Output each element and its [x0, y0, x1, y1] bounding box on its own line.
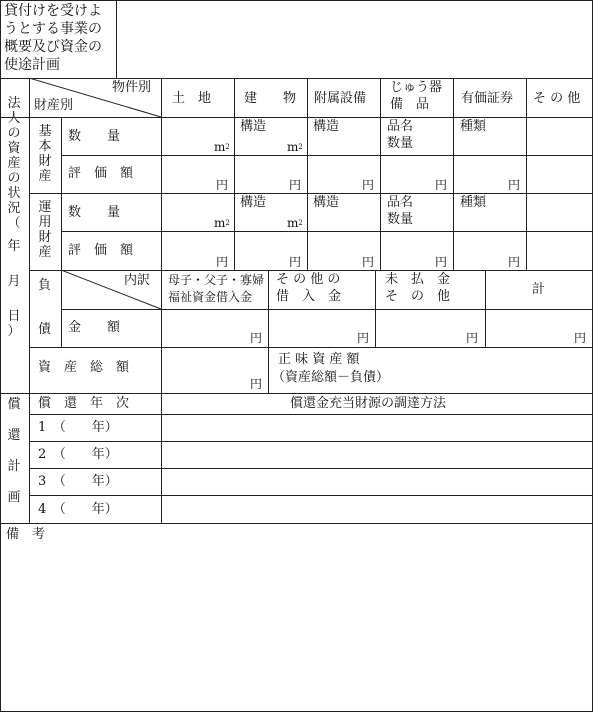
unpaid-line1: 未 払 金 [385, 272, 451, 287]
repayment-method-header: 償還金充当財源の調達方法 [290, 396, 447, 411]
yen-unit: 円 [250, 377, 263, 391]
unit-sqm: $m^2$ [287, 140, 303, 154]
unit-sqm: $m^2$ [214, 140, 230, 154]
yen-unit: 円 [289, 178, 302, 192]
col-equipment: 備 品 [390, 97, 430, 112]
repayment-row-3: 3 （ 年） [38, 474, 118, 489]
amount-label: 金 額 [68, 320, 121, 335]
col-fixtures: 附属設備 [314, 91, 367, 106]
total-assets-label: 資 産 総 額 [38, 360, 130, 375]
basic-assets-label: 基 本 財 産 [38, 124, 52, 184]
breakdown-label: 内訳 [124, 273, 151, 288]
liabilities-label-bottom: 債 [38, 322, 52, 337]
welfare-loan-line2: 福祉資金借入金 [168, 290, 253, 304]
operating-value-label: 評 価 額 [68, 243, 134, 258]
total-col-label: 計 [532, 282, 546, 297]
title-line-4: 使途計画 [4, 57, 60, 73]
kind-label: 種類 [460, 119, 487, 134]
title-line-3: 概要及び資金の [4, 39, 102, 55]
repayment-row-1: 1 （ 年） [38, 420, 118, 435]
structure-label: 構造 [313, 195, 340, 210]
col-furniture: じゅう器 [390, 80, 443, 95]
other-loans-line2: 借 入 金 [276, 289, 342, 304]
unpaid-line2: そ の 他 [385, 289, 451, 304]
yen-unit: 円 [250, 331, 263, 345]
quantity-label: 数量 [387, 136, 414, 151]
unit-sqm: $m^2$ [214, 216, 230, 230]
asset-kind-label: 財産別 [34, 98, 74, 113]
liabilities-label-top: 負 [38, 278, 52, 293]
yen-unit: 円 [216, 255, 229, 269]
basic-qty-label: 数 量 [68, 129, 121, 144]
structure-label: 構造 [313, 119, 340, 134]
col-building: 建 物 [244, 91, 297, 106]
repayment-side-label: 償 還 計 画 [7, 397, 21, 505]
title-line-1: 貸付けを受けよ [4, 3, 102, 19]
net-assets-formula: （資産総額－負債） [272, 370, 390, 385]
yen-unit: 円 [435, 255, 448, 269]
yen-unit: 円 [574, 331, 587, 345]
property-kind-label: 物件別 [112, 80, 152, 95]
other-loans-line1: そ の 他 の [276, 272, 341, 287]
title-line-2: うとする事業の [4, 21, 102, 37]
col-land: 土 地 [172, 91, 212, 106]
yen-unit: 円 [289, 255, 302, 269]
yen-unit: 円 [362, 255, 375, 269]
item-name-label: 品名 [387, 195, 414, 210]
item-name-label: 品名 [387, 119, 414, 134]
structure-label: 構造 [240, 195, 267, 210]
remarks-label: 備 考 [6, 527, 46, 542]
repayment-row-4: 4 （ 年） [38, 502, 118, 517]
repayment-row-2: 2 （ 年） [38, 447, 118, 462]
structure-label: 構造 [240, 119, 267, 134]
yen-unit: 円 [357, 331, 370, 345]
yen-unit: 円 [435, 178, 448, 192]
net-assets-label: 正 味 資 産 額 [278, 352, 360, 367]
basic-value-label: 評 価 額 [68, 166, 134, 181]
yen-unit: 円 [466, 331, 479, 345]
side-label-asset-status: 法 人 の 資 産 の 状 況 （ 年 月 日 ） [7, 96, 21, 339]
yen-unit: 円 [508, 255, 521, 269]
yen-unit: 円 [216, 178, 229, 192]
repayment-year-header: 償 還 年 次 [38, 396, 130, 411]
operating-assets-label: 運 用 財 産 [38, 200, 52, 260]
yen-unit: 円 [508, 178, 521, 192]
col-securities: 有価証券 [461, 91, 514, 106]
col-other: そ の 他 [533, 91, 581, 106]
operating-qty-label: 数 量 [68, 205, 121, 220]
welfare-loan-line1: 母子・父子・寡婦 [168, 273, 265, 287]
unit-sqm: $m^2$ [287, 216, 303, 230]
quantity-label: 数量 [387, 212, 414, 227]
kind-label: 種類 [460, 195, 487, 210]
yen-unit: 円 [362, 178, 375, 192]
